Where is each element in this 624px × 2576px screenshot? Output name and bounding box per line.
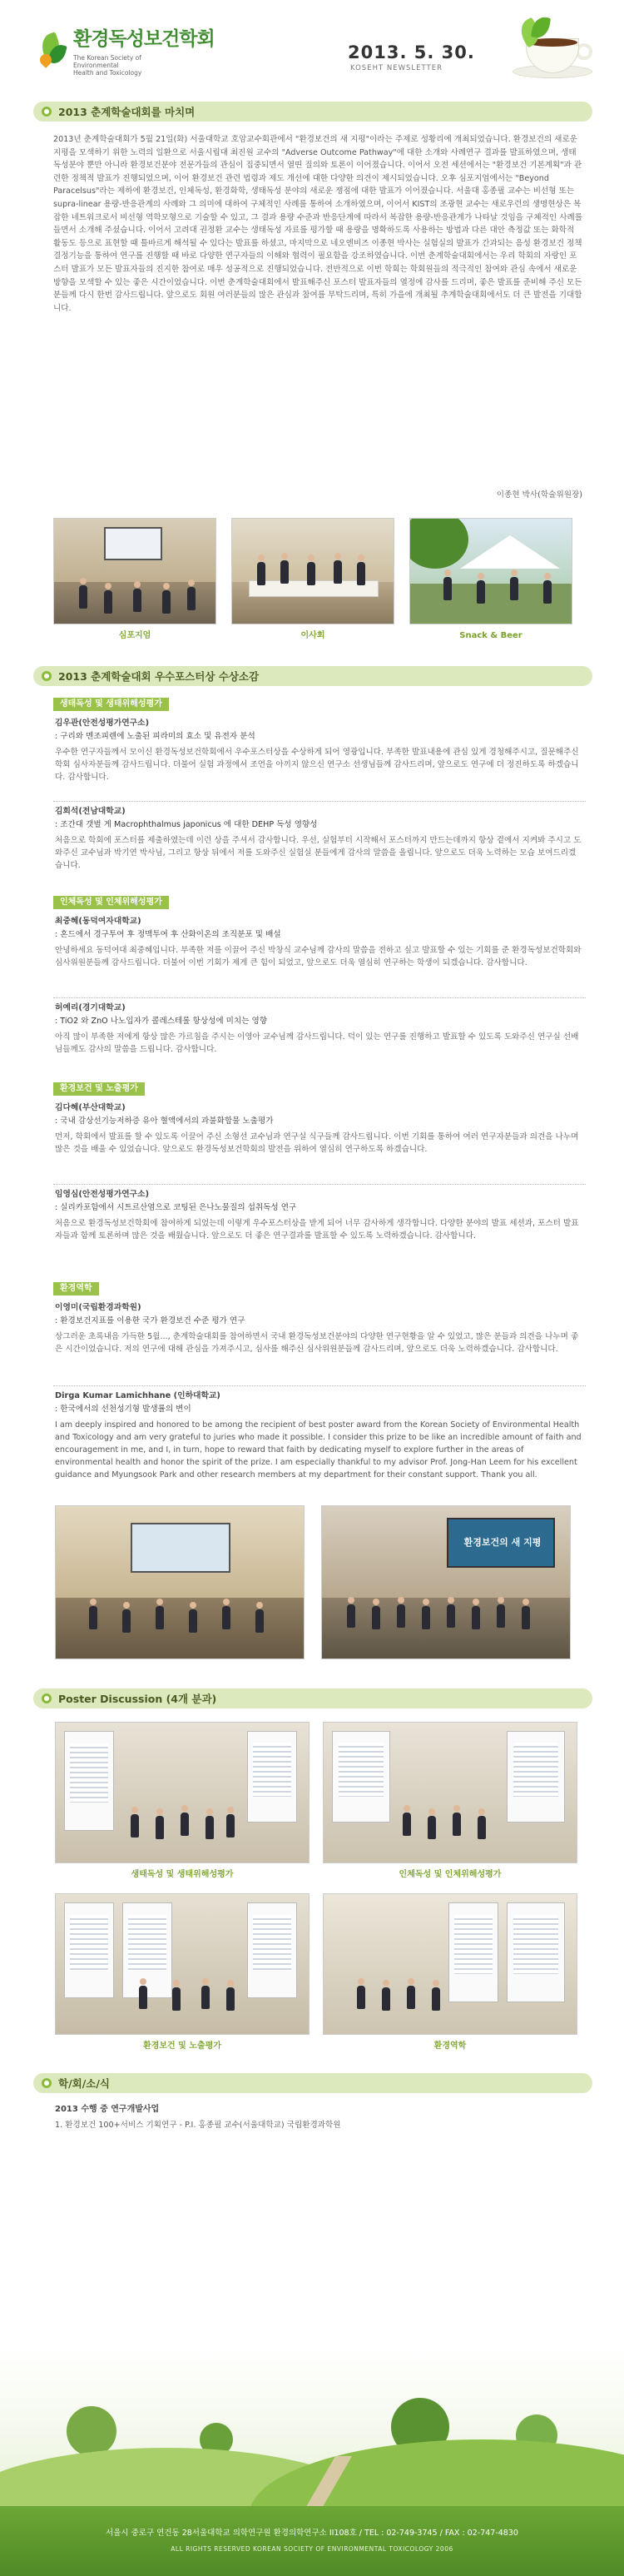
award-winner-name: 허예리(경기대학교) [55,1003,126,1012]
award-topic: : 환경보건지표를 이용한 국가 환경보건 수준 평가 연구 [55,1316,245,1325]
award-winner-name: 김희석(전남대학교) [55,807,126,816]
photo-caption-poster-human: 인체독성 및 인체위해성평가 [399,1870,502,1879]
photo-caption-symposium: 심포지엄 [118,631,151,640]
award-winner-name: 김우관(안전성평가연구소) [55,719,150,728]
divider [53,997,586,998]
logo-title: 환경독성보건학회 [73,28,215,50]
award-ceremony-photo-2[interactable] [321,1505,571,1659]
divider [53,801,586,802]
award-speech: 안녕하세요 동덕여대 최중혜입니다. 부족한 저를 이끌어 주신 박창식 교수님께 감사의 말씀을 전하고 싶고 발표할 수 있는 기회를 준 환경독성보건학회와 심사위원분들께 감사드립니다. 더불어 이번 기회가 제게 큰 힘이 되었고, 앞으로도 더욱 열심히 연구하는 학생이 되겠습니다. 감사합니다. [55,946,582,967]
award-winner-name: 임영심(안전성평가연구소) [55,1190,150,1199]
bullet-circle-icon [42,2078,52,2088]
snack-beer-photo[interactable] [409,518,572,624]
section-header-poster [33,1688,592,1708]
bullet-circle-icon [42,671,52,681]
header [0,0,624,92]
bullet-circle-icon [42,107,52,117]
news-heading: 2013 수행 중 연구개발사업 [55,2105,160,2114]
photo-caption-poster-epi: 환경역학 [433,2041,467,2051]
award-ceremony-photo-1[interactable] [55,1505,305,1659]
poster-discussion-photo-eco[interactable] [55,1722,310,1863]
coffee-cup-illustration [508,17,599,83]
photo-caption-poster-eco: 생태독성 및 생태위해성평가 [131,1870,234,1879]
award-winner-name: 이영미(국립환경과학원) [55,1303,141,1312]
section-title: Poster Discussion (4개 분과) [58,1693,217,1705]
award-winner-name: 김다혜(부산대학교) [55,1103,126,1112]
category-label-exposure: 환경보건 및 노출평가 [53,1082,145,1096]
symposium-photo[interactable] [53,518,216,624]
award-topic: : 실리카포함에서 시트르산염으로 코팅된 은나노물질의 섭취독성 연구 [55,1203,297,1212]
logo-subtitle-3: Health and Toxicology [73,68,142,77]
award-winner-name: Dirga Kumar Lamichhane (인하대학교) [55,1391,220,1400]
board-meeting-photo[interactable] [231,518,394,624]
award-speech: 우수한 연구자들께서 모이신 환경독성보건학회에서 우수포스터상을 수상하게 되어 영광입니다. 부족한 발표내용에 관심 있게 경청해주시고, 질문해주신 학회 심사자분들께 감사드립니다. 더불어 실험 과정에서 조언을 아끼지 않으신 연구소 선생님들께 감사드리며, 앞으로도 연구에 더 정진하도록 하겠습니다. 감사합니다. [55,748,579,782]
photo-caption-poster-exposure: 환경보건 및 노출평가 [143,2041,221,2051]
category-label-eco: 생태독성 및 생태위해성평가 [53,698,169,711]
news-item: 1. 환경보건 100+서비스 기획연구 - P.I. 홍종필 교수(서울대학교) 국립환경과학원 [55,2121,341,2130]
category-label-human: 인체독성 및 인체위해성평가 [53,896,169,909]
footer-address: 서울시 중로구 연건동 28서울대학교 의학연구원 환경의학연구소 II108호 / TEL : 02-749-3745 / FAX : 02-747-4830 [106,2529,518,2538]
award-speech: 아직 많이 부족한 저에게 항상 많은 가르침을 주시는 이영아 교수님께 감사드립니다. 덕이 있는 연구를 진행하고 발표할 수 있도록 도와주신 연구실 선배님들께도 감사의 말씀을 드립니다. 감사합니다. [55,1032,579,1054]
award-topic: : 국내 감상선기능저하증 유아 혈액에서의 과불화합물 노출평가 [55,1116,274,1126]
award-speech: I am deeply inspired and honored to be among the recipient of best poster award from the Korean Society of Environmental Health and Toxicology and am very grateful to juries who made it possible. I consider this prize to be like an incredible amount of faith and encouragement in me, and I, in turn, hope to reward that faith by dedicating myself to explore further in the areas of environmental health and honor the spirit of the prize. I am especially thankful to my advisor Prof. Jong-Han Leem for his excellent guidance and Myungsook Park and other research members at my department for their constant support. Thank you all. [55,1420,582,1479]
photo-caption-board: 이사회 [300,631,325,640]
issue-date: 2013. 5. 30. [348,42,475,62]
section-header-awards [33,666,592,686]
award-topic: : 한국에서의 선천성기형 발생률의 변이 [55,1405,191,1414]
poster-discussion-photo-exposure[interactable] [55,1893,310,2035]
award-winner-name: 최중혜(동덕여자대학교) [55,917,141,926]
logo-subtitle-1: The Korean Society of [73,53,141,62]
society-logo[interactable] [38,25,215,77]
footer-copyright: ALL RIGHTS RESERVED KOREAN SOCIETY OF ENVIRONMENTAL TOXICOLOGY 2006 [171,2545,453,2553]
landscape-illustration [0,2348,624,2506]
newsletter-label: KOSEHT NEWSLETTER [350,64,443,72]
photo-caption-snack: Snack & Beer [459,631,522,640]
bullet-circle-icon [42,1693,52,1703]
leaf-logo-icon [38,32,67,69]
award-speech: 처음으로 환경독성보건학회에 참여하게 되었는데 이렇게 우수포스터상을 받게 되어 너무 감사하게 생각합니다. 다양한 분야의 발표 세션과, 포스터 발표자들과 함께 토론하며 많은 것을 배웠습니다. 앞으로도 더 좋은 연구결과를 발표할 수 있도록 노력하겠습니다. 감사합니다. [55,1219,579,1241]
poster-discussion-photo-human[interactable] [323,1722,577,1863]
divider [53,1184,586,1185]
award-topic: : 혼드에서 경구투여 후 정맥투여 후 산화이온의 조직분포 및 배설 [55,930,281,939]
section-title: 2013 춘계학술대회 우수포스터상 수상소감 [58,670,260,683]
section-title: 학/회/소/식 [58,2077,110,2090]
conference-report-text: 2013년 춘계학술대회가 5월 21일(화) 서울대학교 호암교수회관에서 "환경보건의 새 지평"이라는 주제로 성황리에 개최되었습니다. 환경보건의 새로운 지평을 모색하기 위한 노력의 일환으로 서울시립대 최진원 교수의 "Adverse Outcome Pathway"에 대한 소개와 사례연구 결과를 발표하였으며, 생태독성분야 뿐만 아니라 환경보건분야 전문가들의 관심이 집중되면서 열띤 질의와 토론이 이어졌습니다. 이어서 오전 세션에서는 "환경보건 기본계획"과 관련한 정책적 발표가 진행되었으며, 이어 환경보건 관련 법령과 제도 개선에 대한 다양한 의견이 제시되었습니다. 오후 심포지엄에서는 "Beyond Paracelsus"라는 제하에 환경보건, 인체독성, 환경화학, 생태독성 분야의 새로운 쟁점에 대한 발표가 이어졌습니다. 서울대 홍종필 교수는 비선형 또는 supra-linear 용량-반응관계의 사례와 그 의미에 대하여 구체적인 사례를 통하여 소개하였으며, 이어서 KIST의 조광현 교수는 새로우런의 생명현상은 복잡한 네트워크로서 비선형 역학모형으로 기술할 수 있고, 그 결과 용량 수준과 반응단계에 따라서 복잡한 용량-반응관계가 나타날 것임을 구체적인 사례를 들면서 소개해 주셨습니다. 이어서 고려대 권정환 교수는 생태독성 자료를 평가할 때 용량을 명확하도록 사용하는 방법과 다른 대안 측정값 또는 화학적 활동도 등으로 표현할 때 틀바르게 해석될 수 있다는 발표를 하셨고, 마지막으로 네오엔비즈 이종현 박사는 실험실의 발표가 간과되는 음성 환경보건 정책결정기능을 통하여 연구를 진행할 때 바로 다양한 연구자들의 이해와 협력이 필요함을 강조하였습니다. 이번 춘계학술대회에서는 우리 학회의 자랑인 포스터 발표가 모든 발표자들의 진지한 참여로 매우 성공적으로 진행되었습니다. 전반적으로 이번 학회는 학회원들의 적극적인 참여와 관심 속에서 새로운 방향을 모색할 수 있는 좋은 시간이었습니다. 이번 춘계학술대회에서 발표해주신 포스터 발표자들의 열정에 감사를 드리며, 좋은 발표를 준비해 주신 모든 분들께 다시 한번 감사드립니다. 앞으로도 회원 여러분들의 많은 관심과 참여를 부탁드리며, 특히 가을에 개최될 추계학술대회에서도 더 큰 발전을 기대합니다. [53,135,582,313]
footer [0,2506,624,2576]
logo-subtitle-2: Environmental [73,61,119,69]
banner-text: 환경보건의 새 지평 [463,1537,542,1548]
section-title: 2013 춘계학술대회를 마치며 [58,106,196,118]
author-signature: 이종현 박사(학술위원장) [496,490,582,500]
poster-discussion-photo-epi[interactable] [323,1893,577,2035]
divider [53,1385,586,1386]
award-speech: 처음으로 학회에 포스터를 제출하였는데 이런 상을 주셔서 감사합니다. 우선, 실험부터 시작해서 포스터까지 만드는데까지 항상 곁에서 지켜봐 주시고 도와주신 교수님과 박기연 박사님, 그리고 항상 뒤에서 저를 도와주신 실험실 분들에게 감사의 말씀을 올립니다. 앞으로도 더욱 노력하는 모습 보여드리겠습니다. [55,836,582,870]
award-speech: 먼저, 학회에서 발표를 할 수 있도록 이끌어 주신 소형선 교수님과 연구실 식구들께 감사드립니다. 이번 기회를 통하여 여러 연구자분들과 의견을 나누며 많은 것을 배울 수 있었습니다. 앞으로도 환경독성보건학회의 발전을 위하여 열심히 연구하도록 하겠습니다. [55,1132,579,1154]
award-topic: : TiO2 와 ZnO 나노입자가 콜레스테롤 항상성에 미치는 영향 [55,1017,268,1026]
award-topic: : 구리와 멘조피렌에 노출된 피라미의 효소 및 유전자 분석 [55,732,255,741]
section-header-conference [33,102,592,122]
award-speech: 상그러운 초록내음 가득한 5월..., 춘계학술대회를 참여하면서 국내 환경독성보건분야의 다양한 연구현황을 알 수 있었고, 많은 분들과 의견을 나누며 좋은 시간이었습니다. 저의 연구에 대해 관심을 가져주시고, 심사를 해주신 심사위원분들께 감사드리며, 앞으로도 더욱 노력하겠습니다. 감사합니다. [55,1332,579,1354]
award-topic: : 조간대 갯벌 게 Macrophthalmus japonicus 에 대한 DEHP 독성 영향성 [55,820,318,829]
category-label-epidemiology: 환경역학 [53,1282,99,1295]
section-header-news [33,2073,592,2093]
